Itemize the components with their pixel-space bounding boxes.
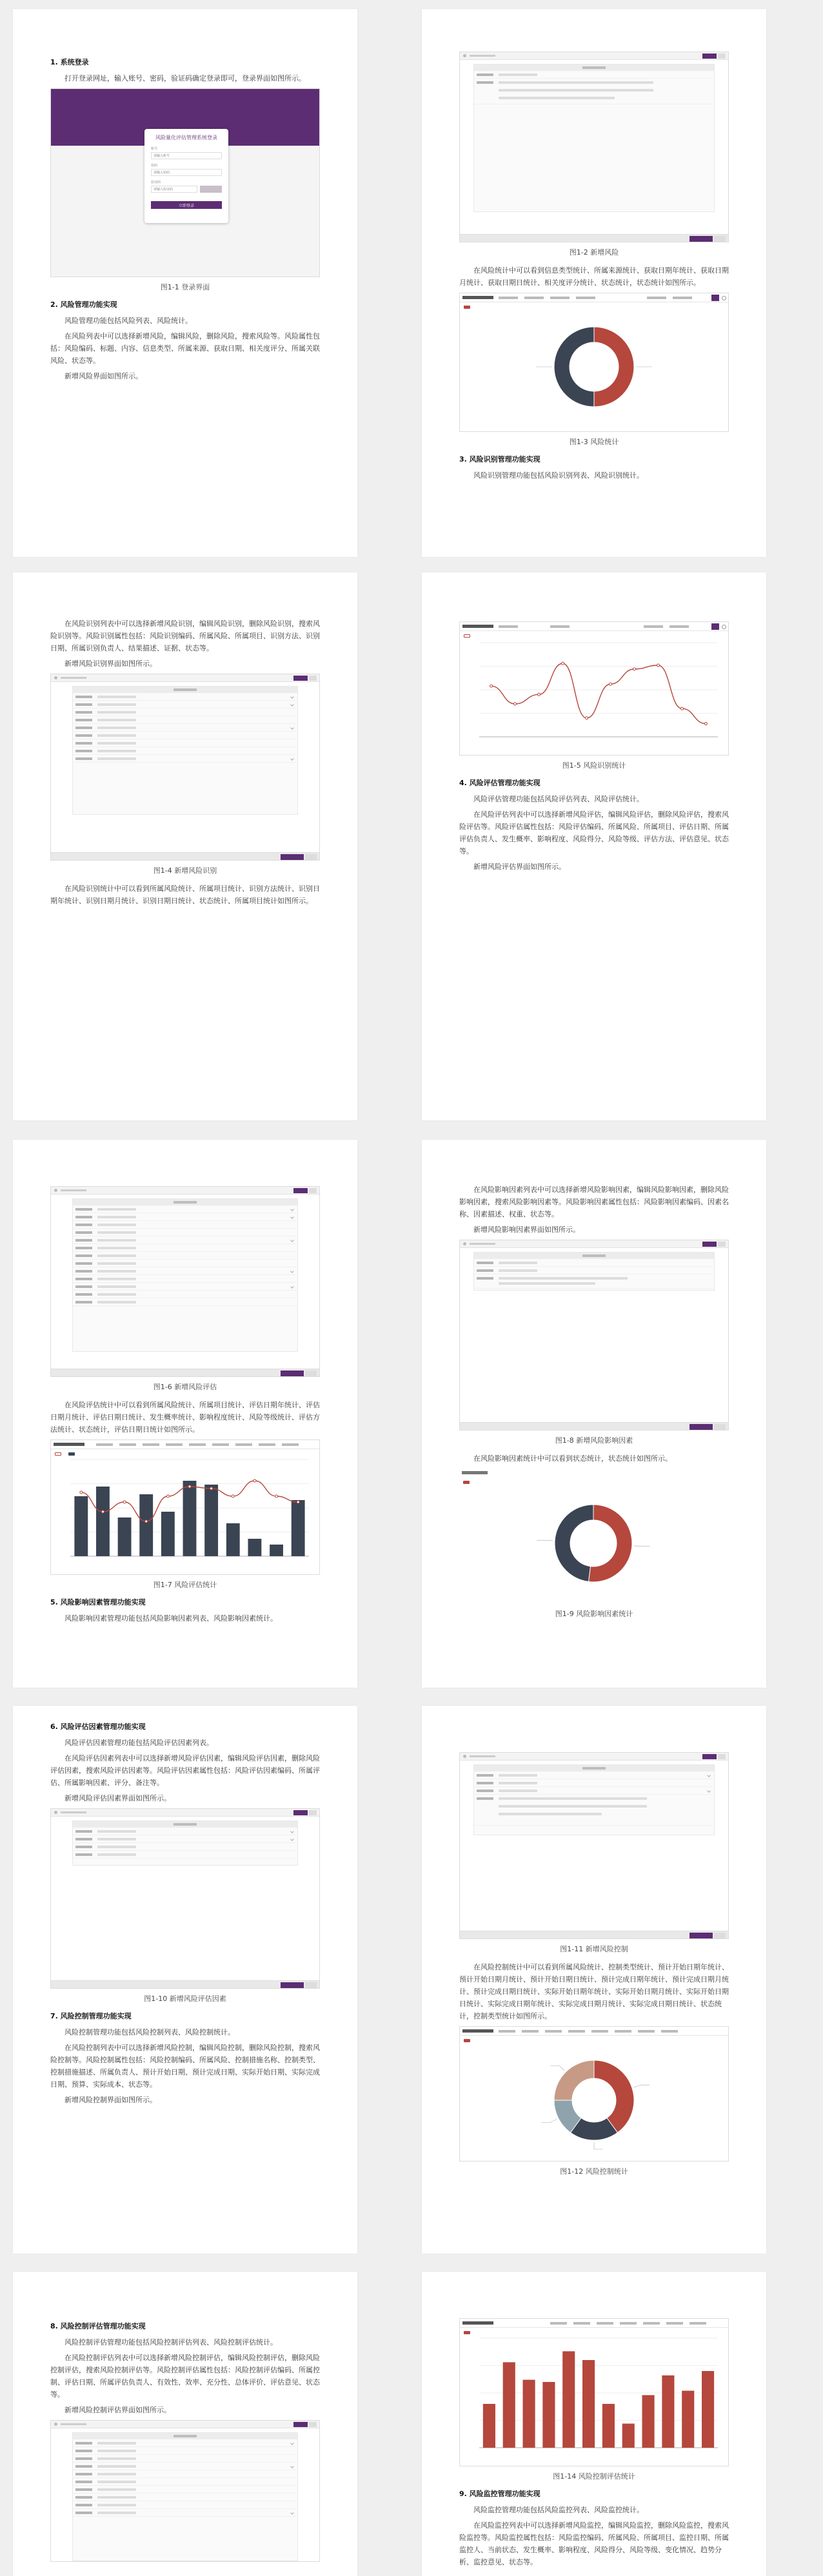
bar: [702, 2371, 714, 2448]
paragraph: 新增风险界面如图所示。: [64, 372, 143, 380]
bar: [204, 1485, 218, 1556]
figure-caption: 图1-14 风险控制评估统计: [553, 2472, 635, 2481]
data-point: [232, 1495, 234, 1498]
section-title: 8. 风险控制评估管理功能实现: [50, 2322, 146, 2330]
figure-caption: 图1-9 风险影响因素统计: [555, 1610, 633, 1618]
paragraph: 在风险评估因素列表中可以选择新增风险评估因素，编辑风险评估因素，删除风险评估因素，搜索风险评估因素等。风险评估因素属性包括：风险评估因素编码、所属评估、所属影响因素、评分、备注等。: [50, 1754, 320, 1787]
slice-label-line: [541, 2120, 557, 2123]
bar: [642, 2395, 655, 2448]
login-button[interactable]: 立即登录: [151, 201, 222, 209]
paragraph: 在风险控制列表中可以选择新增风险控制，编辑风险控制，删除风险控制，搜索风险控制等。风险控制属性包括：风险控制编码、所属风险、控制措施名称、控制类型、控制措施描述、所属负责人、预计开始日期、预计完成日期、实际开始日期、实际完成日期、预算、实际成本、状态等。: [50, 2044, 320, 2089]
add-risk-assessment-screenshot: [50, 1186, 320, 1377]
data-point: [562, 662, 564, 665]
bar: [662, 2376, 674, 2448]
figure-caption: 图1-4 新增风险识别: [153, 866, 217, 875]
section-title: 6. 风险评估因素管理功能实现: [50, 1722, 146, 1731]
data-point: [188, 1485, 191, 1488]
bar: [96, 1487, 110, 1556]
bar: [582, 2360, 595, 2448]
figure-caption: 图1-1 登录界面: [160, 283, 210, 291]
add-risk-factor-screenshot: [459, 1240, 729, 1430]
bar: [562, 2351, 575, 2448]
slice-label-line: [537, 1540, 553, 1541]
paragraph: 新增风险控制界面如图所示。: [64, 2096, 157, 2104]
data-point: [705, 723, 708, 725]
bar: [183, 1481, 197, 1556]
bar: [270, 1545, 283, 1556]
bar-chart: [460, 2329, 728, 2466]
data-point: [80, 1491, 83, 1494]
paragraph: 风险管理功能包括风险列表、风险统计。: [64, 317, 192, 325]
figure-caption: 图1-8 新增风险影响因素: [555, 1436, 633, 1445]
figure-caption: 图1-6 新增风险评估: [153, 1383, 217, 1391]
paragraph: 新增风险控制评估界面如图所示。: [64, 2406, 171, 2414]
section-title: 4. 风险评估管理功能实现: [459, 779, 540, 787]
account-label: 账号: [151, 147, 158, 151]
page-7: [13, 1706, 357, 2254]
page-2: [422, 9, 766, 557]
bar: [118, 1517, 132, 1556]
paragraph: 在风险评估列表中可以选择新增风险评估，编辑风险评估，删除风险评估，搜索风险评估等。风险评估属性包括：风险评估编码、所属风险、所属项目、评估日期、所属评估负责人、发生概率、影响程度、风险得分、风险等级、评估方法、评估意见、状态等。: [459, 810, 729, 855]
paragraph: 风险控制评估管理功能包括风险控制评估列表、风险控制评估统计。: [64, 2338, 277, 2347]
bar: [248, 1539, 261, 1556]
paragraph: 在风险评估统计中可以看到所属风险统计、所属项目统计、评估日期年统计、评估日期月统计、评估日期日统计、发生概率统计、影响程度统计、风险等级统计、评估方法统计、状态统计，评估日期日统计如图所示。: [50, 1401, 320, 1434]
captcha-image[interactable]: [200, 186, 222, 193]
bar: [622, 2424, 635, 2448]
risk-assessment-stat-chart: [50, 1439, 320, 1575]
risk-factor-stat-chart: [459, 1469, 729, 1604]
password-field[interactable]: [151, 169, 222, 176]
paragraph: 在风险控制统计中可以看到所属风险统计、控制类型统计、预计开始日期年统计、预计开始日期月统计、预计开始日期日统计、预计完成日期年统计、预计完成日期月统计、预计完成日期日统计、实际开始日期年统计、实际开始日期月统计、实际开始日期日统计、实际完成日期年统计、实际完成日期月统计、实际完成日期日统计、状态统计，控制类型统计如图所示。: [459, 1963, 729, 2020]
section-title: 5. 风险影响因素管理功能实现: [50, 1598, 146, 1606]
paragraph: 风险评估管理功能包括风险评估列表、风险评估统计。: [473, 795, 644, 803]
bar: [523, 2380, 535, 2448]
paragraph: 新增风险评估因素界面如图所示。: [64, 1794, 171, 1802]
bar: [74, 1496, 88, 1556]
section-title: 7. 风险控制管理功能实现: [50, 2012, 132, 2020]
paragraph: 打开登录网址，输入账号、密码，验证码确定登录即可，登录界面如图所示。: [64, 74, 306, 83]
paragraph: 在风险列表中可以选择新增风险，编辑风险，删除风险，搜索风险等。风险属性包括：风险编码、标题、内容、信息类型、所属来源、获取日期、相关度评分、所属关联风险、状态等。: [50, 332, 320, 365]
risk-control-stat-chart: [459, 2026, 729, 2161]
data-point: [253, 1479, 256, 1482]
risk-control-assessment-stat-chart: [459, 2318, 729, 2466]
paragraph: 在风险识别统计中可以看到所属风险统计、所属项目统计、识别方法统计、识别日期年统计、识别日期月统计、识别日期日统计、状态统计、所属项目统计如图所示。: [50, 884, 320, 905]
paragraph: 在风险影响因素列表中可以选择新增风险影响因素，编辑风险影响因素，删除风险影响因素，搜索风险影响因素等。风险影响因素属性包括：风险影响因素编码、因素名称、因素描述、权重、状态等。: [459, 1186, 729, 1218]
bar: [292, 1500, 305, 1556]
data-point: [586, 717, 588, 719]
data-point: [123, 1501, 126, 1503]
data-point: [145, 1520, 148, 1523]
paragraph: 风险监控管理功能包括风险监控列表、风险监控统计。: [473, 2506, 644, 2514]
data-point: [490, 685, 493, 687]
add-risk-screenshot: [459, 52, 729, 242]
section-title: 3. 风险识别管理功能实现: [459, 455, 540, 463]
bar-line-chart: [51, 1450, 319, 1574]
captcha-label: 验证码: [151, 181, 161, 184]
account-field[interactable]: [151, 152, 222, 159]
risk-stat-chart: [459, 293, 729, 432]
chart-header: [462, 1471, 488, 1474]
page-6: [422, 1140, 766, 1688]
captcha-field[interactable]: [151, 186, 197, 193]
paragraph: 新增风险识别界面如图所示。: [64, 659, 157, 668]
data-point: [610, 683, 612, 685]
login-card: [144, 129, 228, 223]
section-title: 1. 系统登录: [50, 58, 89, 66]
bar: [682, 2391, 694, 2448]
pie-slice: [588, 1505, 632, 1582]
bar: [542, 2382, 555, 2448]
add-risk-identify-screenshot: [50, 674, 320, 861]
page-5: [13, 1140, 357, 1688]
pie-chart: [460, 302, 728, 431]
data-point: [275, 1495, 278, 1498]
risk-identify-stat-chart: [459, 621, 729, 756]
data-point: [101, 1510, 104, 1513]
page-8: [422, 1706, 766, 2254]
page-9: [13, 2272, 357, 2576]
data-point: [681, 707, 684, 710]
data-point: [297, 1501, 299, 1503]
figure-caption: 图1-3 风险统计: [569, 438, 619, 446]
pie-slice: [594, 327, 634, 407]
paragraph: 风险识别管理功能包括风险识别列表、风险识别统计。: [473, 471, 644, 480]
login-screenshot: [50, 88, 320, 277]
paragraph: 风险影响因素管理功能包括风险影响因素列表、风险影响因素统计。: [64, 1614, 277, 1623]
page-1: [13, 9, 357, 557]
page-3: [13, 572, 357, 1120]
figure-caption: 图1-7 风险评估统计: [153, 1581, 217, 1589]
paragraph: 在风险监控列表中可以选择新增风险监控，编辑风险监控，删除风险监控，搜索风险监控等。风险监控属性包括：风险监控编码、所属风险、所属项目、监控日期、所属监控人、当前状态、发生概率、影响程度、风险得分、风险等级、变化情况、趋势分析、监控意见、状态等。: [459, 2521, 729, 2566]
paragraph: 在风险识别列表中可以选择新增风险识别，编辑风险识别，删除风险识别，搜索风险识别等。风险识别属性包括：风险识别编码、所属风险、所属项目、识别方法、识别日期、所属识别负责人、结果描述、证据、状态等。: [50, 620, 320, 652]
page-10: [422, 2272, 766, 2576]
data-point: [166, 1495, 169, 1498]
pie-chart: [460, 2037, 728, 2161]
add-risk-assessment-factor-screenshot: [50, 1808, 320, 1989]
paragraph: 在风险控制评估列表中可以选择新增风险控制评估，编辑风险控制评估，删除风险控制评估，搜索风险控制评估等。风险控制评估属性包括：风险控制评估编码、所属控制、评估日期、所属评估负责人、有效性、效率、充分性、总体评价、评估意见、状态等。: [50, 2354, 320, 2399]
section-title: 2. 风险管理功能实现: [50, 300, 117, 309]
bar: [139, 1494, 153, 1556]
slice-label-line: [550, 2065, 564, 2071]
pie-chart: [459, 1476, 728, 1603]
figure-caption: 图1-11 新增风险控制: [560, 1945, 628, 1953]
data-point: [210, 1487, 213, 1490]
paragraph: 风险控制管理功能包括风险控制列表、风险控制统计。: [64, 2028, 235, 2036]
bar: [483, 2404, 495, 2448]
slice-label-line: [594, 2142, 603, 2149]
bar: [161, 1512, 175, 1556]
bar: [503, 2362, 515, 2448]
page-4: [422, 572, 766, 1120]
add-risk-control-assessment-screenshot: [50, 2420, 320, 2562]
line-chart: [460, 632, 728, 755]
figure-caption: 图1-10 新增风险评估因素: [144, 1995, 226, 2003]
paragraph: 风险评估因素管理功能包括风险评估因素列表。: [64, 1739, 213, 1747]
data-point: [657, 664, 660, 667]
slice-label-line: [634, 1546, 650, 1547]
paragraph: 在风险影响因素统计中可以看到状态统计，状态统计如图所示。: [473, 1454, 672, 1463]
data-point: [538, 693, 540, 696]
series-line: [491, 663, 706, 723]
pie-slice: [554, 327, 594, 407]
figure-caption: 图1-2 新增风险: [569, 248, 619, 257]
slice-label-line: [634, 2085, 649, 2087]
figure-caption: 图1-5 风险识别统计: [562, 761, 626, 770]
bar: [226, 1523, 240, 1556]
figure-caption: 图1-12 风险控制统计: [560, 2167, 628, 2176]
pie-slice: [555, 1505, 593, 1582]
paragraph: 新增风险影响因素界面如图所示。: [473, 1225, 580, 1234]
section-title: 9. 风险监控管理功能实现: [459, 2490, 540, 2498]
password-label: 密码: [151, 164, 158, 168]
login-title: 风险量化评估管理系统登录: [155, 135, 217, 141]
data-point: [633, 668, 636, 670]
paragraph: 新增风险评估界面如图所示。: [473, 863, 566, 871]
add-risk-control-screenshot: [459, 1752, 729, 1939]
paragraph: 在风险统计中可以看到信息类型统计、所属来源统计、获取日期年统计、获取日期月统计、获取日期日统计、相关度评分统计、状态统计，状态统计如图所示。: [459, 266, 729, 287]
bar: [602, 2404, 615, 2448]
data-point: [514, 703, 517, 705]
